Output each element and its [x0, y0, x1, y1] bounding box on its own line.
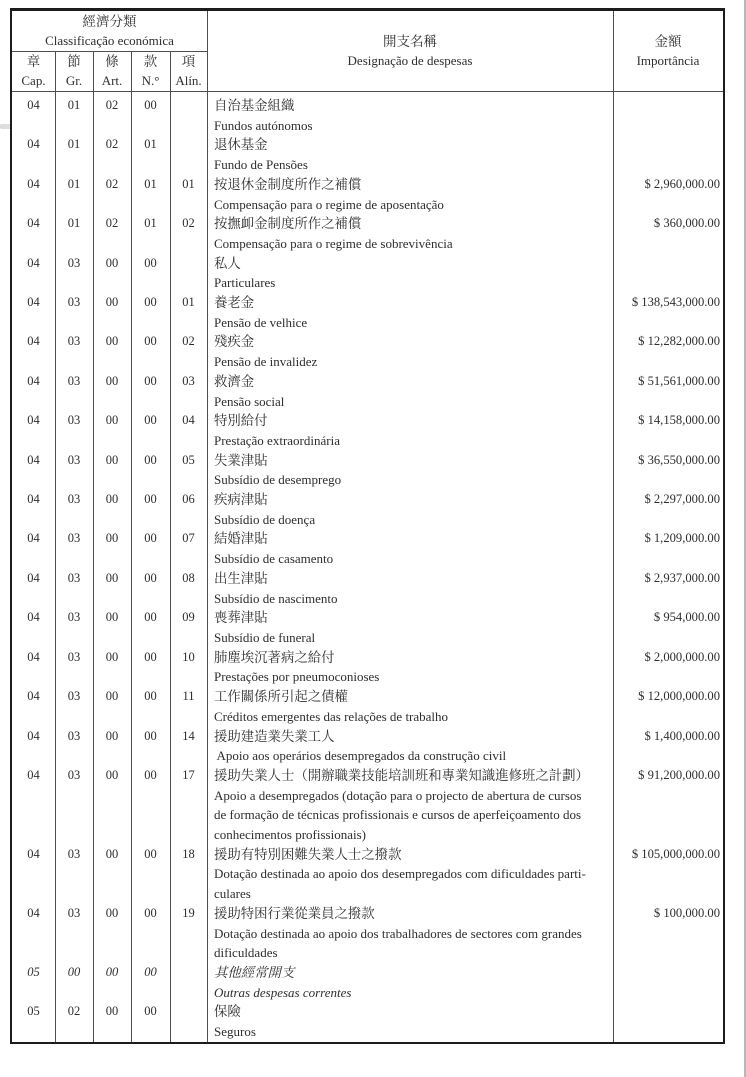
- designation-zh-line: 養老金: [214, 295, 255, 311]
- code-art-cell: 00: [105, 846, 119, 861]
- code-cap-cell: 04: [27, 176, 40, 191]
- code-art-cell: 00: [105, 295, 119, 310]
- code-gr-cell: 03: [67, 492, 81, 507]
- code-gr-cell: 03: [67, 846, 81, 861]
- table-row: [12, 411, 723, 450]
- code-gr-cell: 03: [67, 255, 81, 270]
- designation-cell: [207, 608, 613, 647]
- code-n-cell: 00: [144, 964, 157, 979]
- designation-pt-line: Fundo de Pensões: [214, 157, 308, 173]
- designation-cell: [207, 214, 613, 253]
- header-col-alin: [170, 51, 207, 91]
- designation-zh-line: 保險: [214, 1004, 241, 1020]
- code-n-cell: 00: [144, 728, 157, 743]
- designation-cell: [207, 332, 613, 371]
- code-n-cell: 00: [144, 846, 157, 861]
- header-col-alin-pt: Alín.: [175, 73, 202, 88]
- designation-cell: [207, 135, 613, 174]
- code-art-cell: 00: [105, 413, 119, 428]
- designation-cell: [207, 648, 613, 687]
- table-row: [12, 214, 723, 253]
- code-n-cell: 00: [144, 649, 157, 664]
- designation-zh-line: 其他經常開支: [214, 964, 295, 980]
- designation-pt-line: Subsídio de casamento: [214, 551, 334, 567]
- code-n-cell: 00: [144, 531, 157, 546]
- designation-zh-line: 疾病津貼: [214, 492, 268, 508]
- code-gr-cell: 03: [67, 570, 81, 585]
- code-alin-cell: 05: [182, 452, 195, 467]
- designation-pt-line: Compensação para o regime de sobrevivência: [214, 235, 453, 251]
- header-col-art: [93, 51, 131, 91]
- table-row: [12, 529, 723, 568]
- designation-zh-line: 喪葬津貼: [214, 610, 268, 626]
- table-row: [12, 175, 723, 214]
- header-col-n-zh: 款: [143, 54, 158, 69]
- code-cap-cell: 04: [27, 373, 40, 388]
- amount-cell: $ 2,297,000.00: [644, 492, 720, 507]
- code-alin-cell: 11: [182, 689, 195, 704]
- expense-table: [10, 8, 725, 1044]
- designation-label-pt: Designação de despesas: [347, 53, 473, 68]
- header-col-cap-zh: 章: [26, 54, 41, 69]
- code-gr-cell: 02: [67, 1004, 81, 1019]
- code-alin-cell: 17: [182, 767, 195, 782]
- designation-cell: [207, 766, 613, 845]
- code-art-cell: 00: [105, 570, 119, 585]
- code-gr-cell: 03: [67, 531, 81, 546]
- designation-pt-line: Subsídio de nascimento: [214, 590, 338, 606]
- amount-label-pt: Importância: [636, 53, 700, 68]
- designation-zh-line: 出生津貼: [214, 570, 268, 586]
- designation-pt-line: Seguros: [214, 1024, 256, 1040]
- econ-header-divider: [12, 51, 208, 52]
- amount-cell: $ 12,282,000.00: [638, 334, 720, 349]
- code-art-cell: 00: [105, 1004, 119, 1019]
- code-cap-cell: 04: [27, 295, 40, 310]
- designation-pt-line: Subsídio de desemprego: [214, 472, 342, 488]
- code-gr-cell: 01: [67, 137, 81, 152]
- code-art-cell: 00: [105, 689, 119, 704]
- code-art-cell: 02: [105, 98, 119, 112]
- header-col-n-pt: N.°: [141, 73, 160, 88]
- designation-cell: [207, 175, 613, 214]
- code-alin-cell: 19: [182, 905, 195, 920]
- code-art-cell: 00: [105, 964, 119, 979]
- designation-cell: [207, 372, 613, 411]
- code-cap-cell: 04: [27, 137, 40, 152]
- code-gr-cell: 01: [67, 216, 81, 231]
- table-row: [12, 332, 723, 371]
- designation-cell: [207, 490, 613, 529]
- designation-pt-line: Outras despesas correntes: [214, 984, 352, 1000]
- designation-zh-line: 按撫卹金制度所作之補償: [214, 216, 362, 232]
- table-row: [12, 687, 723, 726]
- code-gr-cell: 03: [67, 649, 81, 664]
- code-cap-cell: 04: [27, 610, 40, 625]
- code-gr-cell: 03: [67, 413, 81, 428]
- table-row: [12, 648, 723, 687]
- designation-zh-line: 援助失業人士（開辦職業技能培訓班和專業知識進修班之計劃）: [214, 767, 589, 783]
- designation-pt-line: Prestações por pneumoconioses: [214, 669, 380, 685]
- table-row: [12, 293, 723, 332]
- designation-zh-line: 工作關係所引起之債權: [214, 689, 348, 705]
- designation-pt-line: Subsídio de doença: [214, 511, 316, 527]
- designation-zh-line: 失業津貼: [214, 452, 268, 468]
- designation-pt-line: Prestação extraordinária: [214, 432, 340, 448]
- designation-cell: [207, 529, 613, 568]
- amount-cell: $ 12,000,000.00: [638, 689, 720, 704]
- econ-classification-label-zh: 經濟分類: [82, 14, 137, 29]
- code-art-cell: 00: [105, 452, 119, 467]
- code-n-cell: 00: [144, 767, 157, 782]
- code-art-cell: 00: [105, 767, 119, 782]
- code-n-cell: 00: [144, 373, 157, 388]
- amount-cell: $ 1,209,000.00: [644, 531, 720, 546]
- table-row: [12, 845, 723, 904]
- amount-cell: $ 14,158,000.00: [638, 413, 720, 428]
- code-alin-cell: 04: [182, 413, 195, 428]
- code-art-cell: 00: [105, 905, 119, 920]
- designation-pt-line: Apoio a desempregados (dotação para o projecto de abertura de cursos: [214, 787, 582, 803]
- code-n-cell: 00: [144, 255, 157, 270]
- header-col-alin-zh: 項: [181, 54, 196, 69]
- code-n-cell: 00: [144, 413, 157, 428]
- amount-cell: $ 36,550,000.00: [638, 452, 720, 467]
- header-amount: [613, 11, 723, 91]
- code-cap-cell: 04: [27, 216, 40, 231]
- designation-pt-line: Particulares: [214, 275, 276, 291]
- table-row: [12, 766, 723, 845]
- designation-cell: [207, 1002, 613, 1041]
- code-art-cell: 00: [105, 610, 119, 625]
- header-col-gr-pt: Gr.: [65, 73, 83, 88]
- code-cap-cell: 04: [27, 905, 40, 920]
- table-row: [12, 135, 723, 174]
- designation-pt-line: Dotação destinada ao apoio dos trabalhadores de sectores com grandes: [214, 925, 582, 941]
- code-alin-cell: 14: [182, 728, 195, 743]
- code-gr-cell: 03: [67, 373, 81, 388]
- code-cap-cell: 04: [27, 531, 40, 546]
- code-n-cell: 00: [144, 1004, 157, 1019]
- designation-zh-line: 肺塵埃沉著病之給付: [214, 649, 335, 665]
- code-n-cell: 00: [144, 689, 157, 704]
- amount-cell: $ 1,400,000.00: [644, 728, 720, 743]
- table-row: [12, 963, 723, 1002]
- designation-zh-line: 救濟金: [214, 373, 255, 389]
- designation-pt-line: dificuldades: [214, 945, 278, 961]
- code-n-cell: 00: [144, 452, 157, 467]
- code-alin-cell: 06: [182, 492, 195, 507]
- header-col-cap-pt: Cap.: [21, 73, 46, 88]
- code-alin-cell: 08: [182, 570, 195, 585]
- table-row: [12, 254, 723, 293]
- amount-label-zh: 金額: [654, 34, 682, 49]
- code-n-cell: 00: [144, 492, 157, 507]
- code-gr-cell: 03: [67, 334, 81, 349]
- designation-pt-line: Compensação para o regime de aposentação: [214, 196, 444, 212]
- designation-pt-line: conhecimentos profissionais): [214, 827, 366, 843]
- designation-zh-line: 援助特困行業從業員之撥款: [214, 905, 375, 921]
- code-cap-cell: 04: [27, 452, 40, 467]
- code-gr-cell: 01: [67, 176, 81, 191]
- designation-cell: [207, 96, 613, 135]
- designation-cell: [207, 411, 613, 450]
- code-n-cell: 00: [144, 98, 157, 112]
- designation-pt-line: Pensão de velhice: [214, 314, 308, 330]
- designation-zh-line: 自治基金組織: [214, 98, 295, 113]
- designation-zh-line: 特別給付: [214, 413, 268, 429]
- designation-label-zh: 開支名稱: [383, 34, 437, 49]
- designation-zh-line: 結婚津貼: [214, 531, 268, 547]
- table-row: [12, 1002, 723, 1041]
- header-col-cap: [12, 51, 55, 91]
- code-n-cell: 01: [144, 176, 157, 191]
- designation-zh-line: 私人: [214, 255, 241, 271]
- code-gr-cell: 03: [67, 905, 81, 920]
- table-row: [12, 96, 723, 135]
- amount-cell: $ 138,543,000.00: [631, 295, 720, 310]
- code-gr-cell: 03: [67, 295, 81, 310]
- designation-cell: [207, 963, 613, 1002]
- designation-cell: [207, 254, 613, 293]
- header-designation: [207, 11, 613, 91]
- code-alin-cell: 01: [182, 176, 195, 191]
- amount-cell: $ 51,561,000.00: [638, 373, 720, 388]
- code-cap-cell: 04: [27, 492, 40, 507]
- table-row: [12, 727, 723, 766]
- designation-pt-line: Fundos autónomos: [214, 117, 313, 133]
- designation-pt-line: Dotação destinada ao apoio dos desempregados com dificuldades parti-: [214, 866, 586, 882]
- econ-classification-label-pt: Classificação económica: [45, 33, 174, 48]
- code-n-cell: 00: [144, 334, 157, 349]
- amount-cell: $ 100,000.00: [653, 905, 720, 920]
- header-economic-classification: [12, 11, 207, 51]
- code-cap-cell: 04: [27, 255, 40, 270]
- code-cap-cell: 05: [27, 964, 40, 979]
- amount-cell: $ 105,000,000.00: [631, 846, 720, 861]
- table-row: [12, 490, 723, 529]
- code-n-cell: 00: [144, 295, 157, 310]
- table-row: [12, 372, 723, 411]
- header-col-gr-zh: 節: [67, 54, 81, 69]
- designation-cell: [207, 451, 613, 490]
- code-art-cell: 00: [105, 373, 119, 388]
- code-n-cell: 00: [144, 905, 157, 920]
- code-gr-cell: 03: [67, 610, 81, 625]
- designation-pt-line: de formação de técnicas profissionais e cursos de aperfeiçoamento dos: [214, 807, 582, 823]
- designation-pt-line: culares: [214, 886, 251, 902]
- amount-cell: $ 954,000.00: [653, 610, 720, 625]
- code-cap-cell: 04: [27, 767, 40, 782]
- table-body: [12, 91, 723, 1042]
- designation-pt-line: Apoio aos operários desempregados da construção civil: [214, 748, 507, 764]
- code-cap-cell: 04: [27, 689, 40, 704]
- code-alin-cell: 02: [182, 216, 195, 231]
- code-gr-cell: 03: [67, 452, 81, 467]
- table-row: [12, 569, 723, 608]
- code-cap-cell: 04: [27, 98, 40, 112]
- code-gr-cell: 01: [67, 98, 81, 112]
- designation-zh-line: 退休基金: [214, 137, 268, 153]
- code-art-cell: 00: [105, 649, 119, 664]
- designation-zh-line: 援助建造業失業工人: [214, 728, 335, 744]
- designation-cell: [207, 845, 613, 904]
- designation-cell: [207, 293, 613, 332]
- code-art-cell: 00: [105, 255, 119, 270]
- code-art-cell: 02: [105, 137, 119, 152]
- amount-cell: $ 2,960,000.00: [644, 176, 720, 191]
- amount-cell: $ 2,937,000.00: [644, 570, 720, 585]
- header-col-art-pt: Art.: [101, 73, 123, 88]
- code-art-cell: 02: [105, 176, 119, 191]
- table-row: [12, 451, 723, 490]
- code-alin-cell: 10: [182, 649, 195, 664]
- code-art-cell: 00: [105, 728, 119, 743]
- amount-cell: $ 2,000,000.00: [644, 649, 720, 664]
- code-alin-cell: 01: [182, 295, 195, 310]
- header-col-n: [131, 51, 170, 91]
- designation-pt-line: Créditos emergentes das relações de trabalho: [214, 708, 449, 724]
- code-cap-cell: 04: [27, 846, 40, 861]
- amount-cell: $ 360,000.00: [653, 216, 720, 231]
- designation-zh-line: 按退休金制度所作之補償: [214, 176, 362, 192]
- code-n-cell: 01: [144, 216, 157, 231]
- designation-zh-line: 殘疾金: [214, 334, 255, 350]
- code-alin-cell: 07: [182, 531, 195, 546]
- code-n-cell: 01: [144, 137, 157, 152]
- designation-cell: [207, 727, 613, 766]
- code-cap-cell: 05: [27, 1004, 40, 1019]
- designation-pt-line: Pensão social: [214, 393, 285, 409]
- code-art-cell: 00: [105, 492, 119, 507]
- designation-pt-line: Subsídio de funeral: [214, 629, 316, 645]
- code-gr-cell: 03: [67, 767, 81, 782]
- code-cap-cell: 04: [27, 570, 40, 585]
- designation-cell: [207, 569, 613, 608]
- code-cap-cell: 04: [27, 334, 40, 349]
- table-row: [12, 904, 723, 963]
- designation-pt-line: Pensão de invalidez: [214, 354, 318, 370]
- header-col-art-zh: 條: [105, 54, 119, 69]
- code-gr-cell: 00: [67, 964, 81, 979]
- code-alin-cell: 18: [182, 846, 195, 861]
- code-art-cell: 00: [105, 531, 119, 546]
- designation-cell: [207, 687, 613, 726]
- code-alin-cell: 09: [182, 610, 195, 625]
- code-gr-cell: 03: [67, 689, 81, 704]
- code-gr-cell: 03: [67, 728, 81, 743]
- header-col-gr: [55, 51, 93, 91]
- code-n-cell: 00: [144, 610, 157, 625]
- code-cap-cell: 04: [27, 728, 40, 743]
- code-cap-cell: 04: [27, 649, 40, 664]
- code-cap-cell: 04: [27, 413, 40, 428]
- designation-zh-line: 援助有特別困難失業人士之撥款: [214, 846, 402, 862]
- code-alin-cell: 03: [182, 373, 195, 388]
- table-row: [12, 608, 723, 647]
- code-n-cell: 00: [144, 570, 157, 585]
- code-alin-cell: 02: [182, 334, 195, 349]
- code-art-cell: 00: [105, 334, 119, 349]
- amount-cell: $ 91,200,000.00: [638, 767, 720, 782]
- code-art-cell: 02: [105, 216, 119, 231]
- designation-cell: [207, 904, 613, 963]
